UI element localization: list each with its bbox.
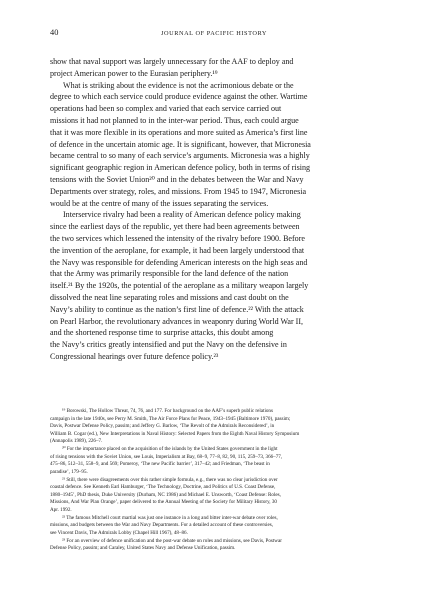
body-line: the Navy was responsible for defending American interests on the high seas and xyxy=(50,257,308,267)
body-line: tensions with the Soviet Union²⁰ and in the debates between the War and Navy xyxy=(50,174,304,184)
running-head xyxy=(50,28,376,40)
body-line: of defence in the uncertain atomic age. It is significant, however, that Micronesia xyxy=(50,139,311,149)
footnote-line: coastal defence. See Kenneth Earl Hamburger, ‘The Technology, Doctrine, and Politics of U.S. Coast Defense, xyxy=(50,484,276,491)
page-number: 40 xyxy=(50,28,59,37)
body-line: itself.²¹ By the 1920s, the potential of the aeroplane as a military weapon largely xyxy=(50,281,309,291)
body-line: Navy’s ability to continue as the nation’s first line of defence.²² With the attack xyxy=(50,304,304,314)
footnote-line: campaign in the late 1940s, see Perry M. Smith, The Air Force Plans for Peace, 1943–1945 (Baltimore 1970), passim; xyxy=(50,415,291,422)
footnote-line: Defense Policy, passim; and Caraley, United States Navy and Defense Unification, passim. xyxy=(50,545,236,552)
body-line: What is striking about the evidence is not the acrimonious debate or the xyxy=(63,80,294,90)
body-line: significant geographic region in American defence policy, both in terms of rising xyxy=(50,163,311,173)
body-line: would be at the centre of many of the issues separating the services. xyxy=(50,198,269,208)
footnote-line: ²² The famous Mitchell court martial was just one instance in a long and bitter inter-war debate over roles, xyxy=(62,514,278,521)
footnote-line: see Vincent Davis, The Admirals Lobby (Chapel Hill 1967), 48–86. xyxy=(50,529,188,536)
body-line: show that naval support was largely unnecessary for the AAF to deploy and xyxy=(50,57,294,66)
body-line: became central to so many of each service’s arguments. Micronesia was a highly xyxy=(50,151,310,161)
body-text xyxy=(50,56,377,363)
body-line: the two services which lessened the intensity of the rivalry before 1900. Before xyxy=(50,233,305,243)
footnote-line: Missions, And War Plan Orange’, paper delivered to the Annual Meeting of the Society for Military History, 30 xyxy=(50,499,277,506)
footnote-line: missions, and budgets between the War and Navy Departments. For a detailed account of these controversies, xyxy=(50,522,273,529)
body-line: dissolved the neat line separating roles and missions and cast doubt on the xyxy=(50,292,289,302)
footnote-line: of rising tensions with the Soviet Union, see Louis, Imperialism at Bay, 68–9, 77–8, 82, 90, 115, 259–73, 366–77, xyxy=(50,453,283,460)
body-line: the Navy’s critics greatly intensified and put the Navy on the defensive in xyxy=(50,340,287,350)
footnote-line: paradise’, 179–95. xyxy=(50,468,88,475)
journal-title: JOURNAL OF PACIFIC HISTORY xyxy=(161,30,267,37)
footnote-line: William B. Cogar (ed.), New Interpretations in Naval History: Selected Papers from the Eighth Naval History Symposium xyxy=(50,430,300,437)
footnote-line: 475–86, 512–31, 558–9, and 569; Pomeroy, ‘The new Pacific barrier’, 317–42; and Friedman, ‘The beast in xyxy=(50,461,270,468)
footnote-line: ¹⁹ Borowski, The Hollow Threat, 74, 76, and 177. For background on the AAF’s superb public relations xyxy=(62,408,273,414)
body-line: operations had been so complex and varied that each service carried out xyxy=(50,104,282,114)
footnote-line: 1880–1945’, PhD thesis, Duke University (Durham, NC 1986) and Michael E. Unsworth, ‘Coast Defense: Roles, xyxy=(50,491,281,498)
body-line: on Pearl Harbor, the revolutionary advances in weaponry during World War II, xyxy=(50,316,304,326)
footnote-line: Apr. 1992. xyxy=(50,506,72,513)
footnote-line: ²¹ Still, there were disagreements over this rather simple formula, e.g., there was no clear jurisdiction over xyxy=(62,476,278,483)
body-line: that the Army was primarily responsible for the land defence of the nation xyxy=(50,269,289,279)
body-line: missions it had not planned to in the inter-war period. Thus, each could argue xyxy=(50,115,299,125)
body-line: the invention of the aeroplane, for example, it had been largely understood that xyxy=(50,245,305,255)
footnote-line: ²³ For an overview of defence unification and the post-war debate on roles and missions, see Davis, Postwar xyxy=(62,537,282,544)
body-line: Departments over strategy, roles, and missions. From 1945 to 1947, Micronesia xyxy=(50,186,307,196)
body-line: project American power to the Eurasian periphery.¹⁹ xyxy=(50,68,218,78)
body-line: since the earliest days of the republic, yet there had been agreements between xyxy=(50,222,300,232)
body-line: Congressional hearings over future defence policy.²³ xyxy=(50,351,219,361)
body-line: Interservice rivalry had been a reality of American defence policy making xyxy=(63,210,301,220)
footnote-line: ²⁰ For the importance placed on the acquisition of the islands by the United States government in the light xyxy=(62,446,278,453)
footnote-line: (Annapolis 1989), 226–7. xyxy=(50,438,103,444)
body-line: degree to which each service could produce evidence against the other. Wartime xyxy=(50,92,308,102)
footnote-line: Davis, Postwar Defense Policy, passim; and Jeffery G. Barlow, ‘The Revolt of the Admirals Reconsidered’, in xyxy=(50,423,275,429)
body-line: and the shortened response time to surprise attacks, this doubt among xyxy=(50,328,274,338)
body-line: that it was more flexible in its operations and more suited as America’s first line xyxy=(50,127,308,137)
footnotes xyxy=(50,408,377,553)
